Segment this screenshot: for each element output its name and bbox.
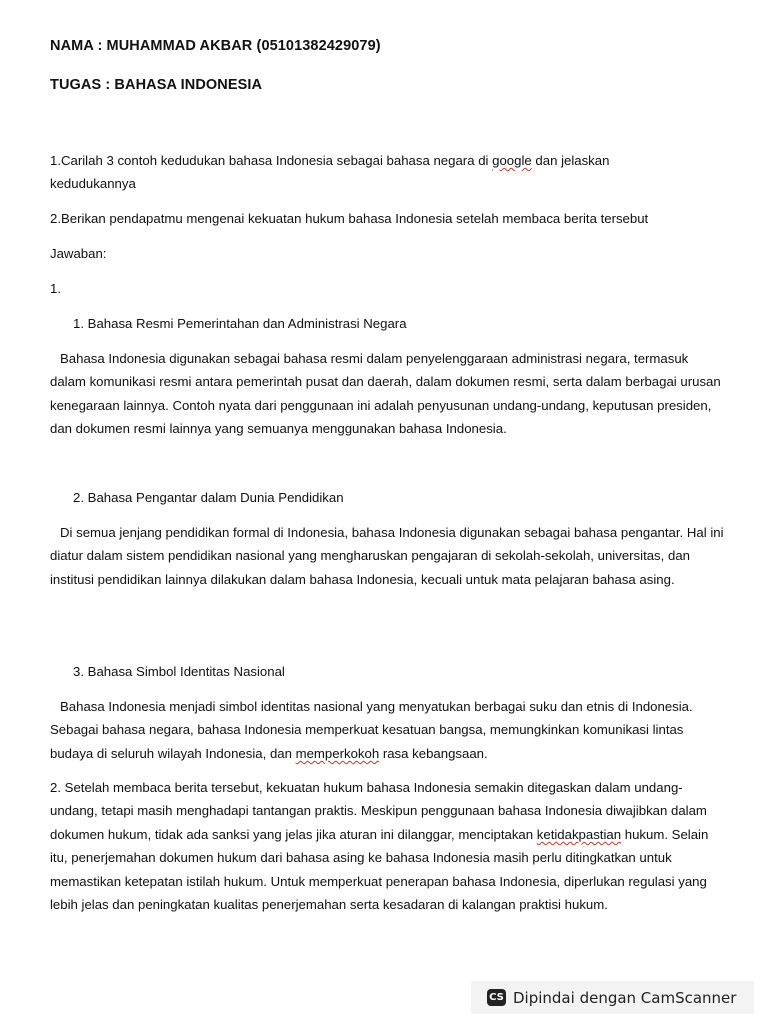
question-2: 2.Berikan pendapatmu mengenai kekuatan hukum bahasa Indonesia setelah membaca berita tersebut xyxy=(50,211,649,226)
spellcheck-word: memperkokoh xyxy=(295,745,380,761)
spellcheck-word: google xyxy=(492,153,532,168)
student-name-line: NAMA : MUHAMMAD AKBAR (05101382429079) xyxy=(50,38,381,54)
section-1-title: 1. Bahasa Resmi Pemerintahan dan Administrasi Negara xyxy=(73,316,407,331)
question-1: 1.Carilah 3 contoh kedudukan bahasa Indonesia sebagai bahasa negara di google dan jelaskan xyxy=(50,153,610,168)
answer-1-number: 1. xyxy=(50,281,61,296)
task-line: TUGAS : BAHASA INDONESIA xyxy=(50,77,263,93)
camscanner-logo-icon: CS xyxy=(487,989,506,1006)
section-2-body: Di semua jenjang pendidikan formal di Indonesia, bahasa Indonesia digunakan sebagai bahasa pengantar. Hal ini diatur dalam sistem pendidikan nasional yang mengharuskan pengajaran di sekolah-sekolah, universitas, dan institusi pendidikan lainnya dilakukan dalam bahasa Indonesia, kecuali untuk mata pelajaran bahasa asing. xyxy=(50,525,724,587)
camscanner-watermark xyxy=(471,981,754,1014)
question-1-continued: kedudukannya xyxy=(50,176,136,191)
answer-2-body: 2. Setelah membaca berita tersebut, kekuatan hukum bahasa Indonesia semakin ditegaskan dalam undang-undang, tetapi masih menghadapi tantangan praktis. Meskipun penggunaan bahasa Indonesia diwajibkan dalam dokumen hukum, tidak ada sanksi yang jelas jika aturan ini dilanggar, menciptakan ketidakpastian hukum. Selain itu, penerjemahan dokumen hukum dari bahasa asing ke bahasa Indonesia masih perlu ditingkatkan untuk memastikan ketepatan istilah hukum. Untuk memperkuat penerapan bahasa Indonesia, diperlukan regulasi yang lebih jelas dan peningkatan kualitas penerjemahan serta kesadaran di kalangan praktisi hukum. xyxy=(50,780,709,913)
watermark-text: Dipindai dengan CamScanner xyxy=(513,988,737,1007)
section-1-body: Bahasa Indonesia digunakan sebagai bahasa resmi dalam penyelenggaraan administrasi negara, termasuk dalam komunikasi resmi antara pemerintah pusat dan daerah, dalam dokumen resmi, serta dalam berbagai urusan kenegaraan lainnya. Contoh nyata dari penggunaan ini adalah penyusunan undang-undang, keputusan presiden, dan dokumen resmi lainnya yang semuanya menggunakan bahasa Indonesia. xyxy=(50,351,721,437)
answers-label: Jawaban: xyxy=(50,246,107,261)
section-3-title: 3. Bahasa Simbol Identitas Nasional xyxy=(73,664,285,679)
spellcheck-word: ketidakpastian xyxy=(536,826,622,842)
section-3-body: Bahasa Indonesia menjadi simbol identitas nasional yang menyatukan berbagai suku dan etnis di Indonesia. Sebagai bahasa negara, bahasa Indonesia memperkuat kesatuan bangsa, memungkinkan komunikasi lintas budaya di seluruh wilayah Indonesia, dan memperkokoh rasa kebangsaan. xyxy=(50,699,693,761)
section-2-title: 2. Bahasa Pengantar dalam Dunia Pendidikan xyxy=(73,490,344,505)
